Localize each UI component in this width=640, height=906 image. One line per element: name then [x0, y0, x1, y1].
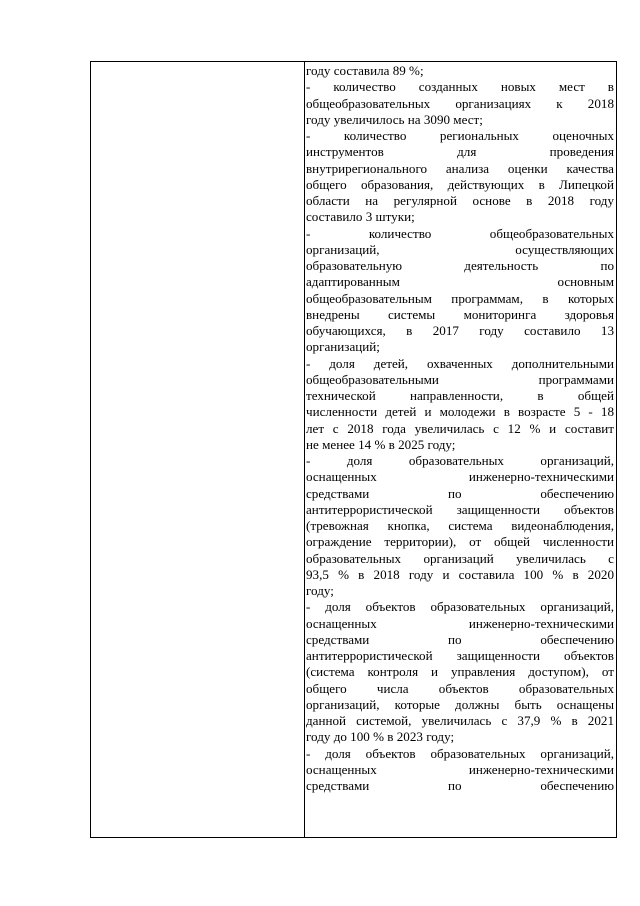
text-line: антитеррористической защищенности объектов	[306, 648, 614, 663]
document-table	[90, 61, 617, 838]
text-line: оснащенных инженерно-техническими	[306, 469, 614, 485]
text-line: году;	[306, 583, 334, 598]
text-line: (тревожная кнопка, система видеонаблюдения,	[306, 518, 614, 533]
text-line: численности детей и молодежи в возрасте 5 - 18	[306, 404, 614, 420]
text-line: году составила 89 %;	[306, 63, 424, 78]
text-line: средствами по обеспечению	[306, 631, 614, 647]
column-divider	[304, 62, 305, 837]
text-line: адаптированным основным	[306, 274, 614, 290]
text-line: (система контроля и управления доступом), от	[306, 664, 614, 680]
text-line: лет с 2018 года увеличилась с 12 % и составит	[306, 420, 614, 436]
text-cell	[306, 63, 614, 794]
text-line: - доля объектов образовательных организаций,	[306, 599, 614, 615]
text-line: - количество общеобразовательных	[306, 225, 614, 241]
text-line: общего числа объектов образовательных	[306, 680, 614, 696]
text-line: инструментов для проведения	[306, 144, 614, 160]
text-line: образовательную деятельность по	[306, 258, 614, 273]
text-line: средствами по обеспечению	[306, 485, 614, 501]
text-line: - количество региональных оценочных	[306, 128, 614, 143]
text-line: ограждение территории), от общей численности	[306, 534, 614, 550]
text-line: антитеррористической защищенности объектов	[306, 501, 614, 517]
text-line: общеобразовательным программам, в которых	[306, 290, 614, 306]
text-line: - доля объектов образовательных организаций,	[306, 745, 614, 761]
text-line: - доля детей, охваченных дополнительными	[306, 355, 614, 371]
text-line: году увеличилось на 3090 мест;	[306, 111, 483, 127]
text-line: общего образования, действующих в Липецкой	[306, 176, 614, 192]
left-empty-cell	[91, 62, 304, 837]
text-line: организаций, осуществляющих	[306, 241, 614, 257]
text-line: образовательных организаций увеличилась с	[306, 550, 614, 566]
text-line: оснащенных инженерно-техническими	[306, 761, 614, 777]
text-line: средствами по обеспечению	[306, 778, 614, 793]
text-line: - количество созданных новых мест в	[306, 79, 614, 95]
text-line: - доля образовательных организаций,	[306, 453, 614, 468]
text-line: области на регулярной основе в 2018 году	[306, 193, 614, 208]
text-line: не менее 14 % в 2025 году;	[306, 436, 456, 452]
text-line: организаций;	[306, 339, 380, 355]
text-line: году до 100 % в 2023 году;	[306, 729, 455, 745]
text-line: внедрены системы мониторинга здоровья	[306, 306, 614, 322]
text-line: общеобразовательными программами	[306, 371, 614, 387]
text-line: организаций, которые должны быть оснащены	[306, 696, 614, 712]
text-line: технической направленности, в общей	[306, 388, 614, 403]
text-line: данной системой, увеличилась с 37,9 % в 2021	[306, 713, 614, 728]
text-line: обучающихся, в 2017 году составило 13	[306, 323, 614, 338]
text-line: внутрирегионального анализа оценки качества	[306, 160, 614, 176]
text-line: составило 3 штуки;	[306, 209, 415, 225]
text-line: 93,5 % в 2018 году и составила 100 % в 2020	[306, 566, 614, 582]
text-line: общеобразовательных организациях к 2018	[306, 95, 614, 111]
text-line: оснащенных инженерно-техническими	[306, 615, 614, 631]
